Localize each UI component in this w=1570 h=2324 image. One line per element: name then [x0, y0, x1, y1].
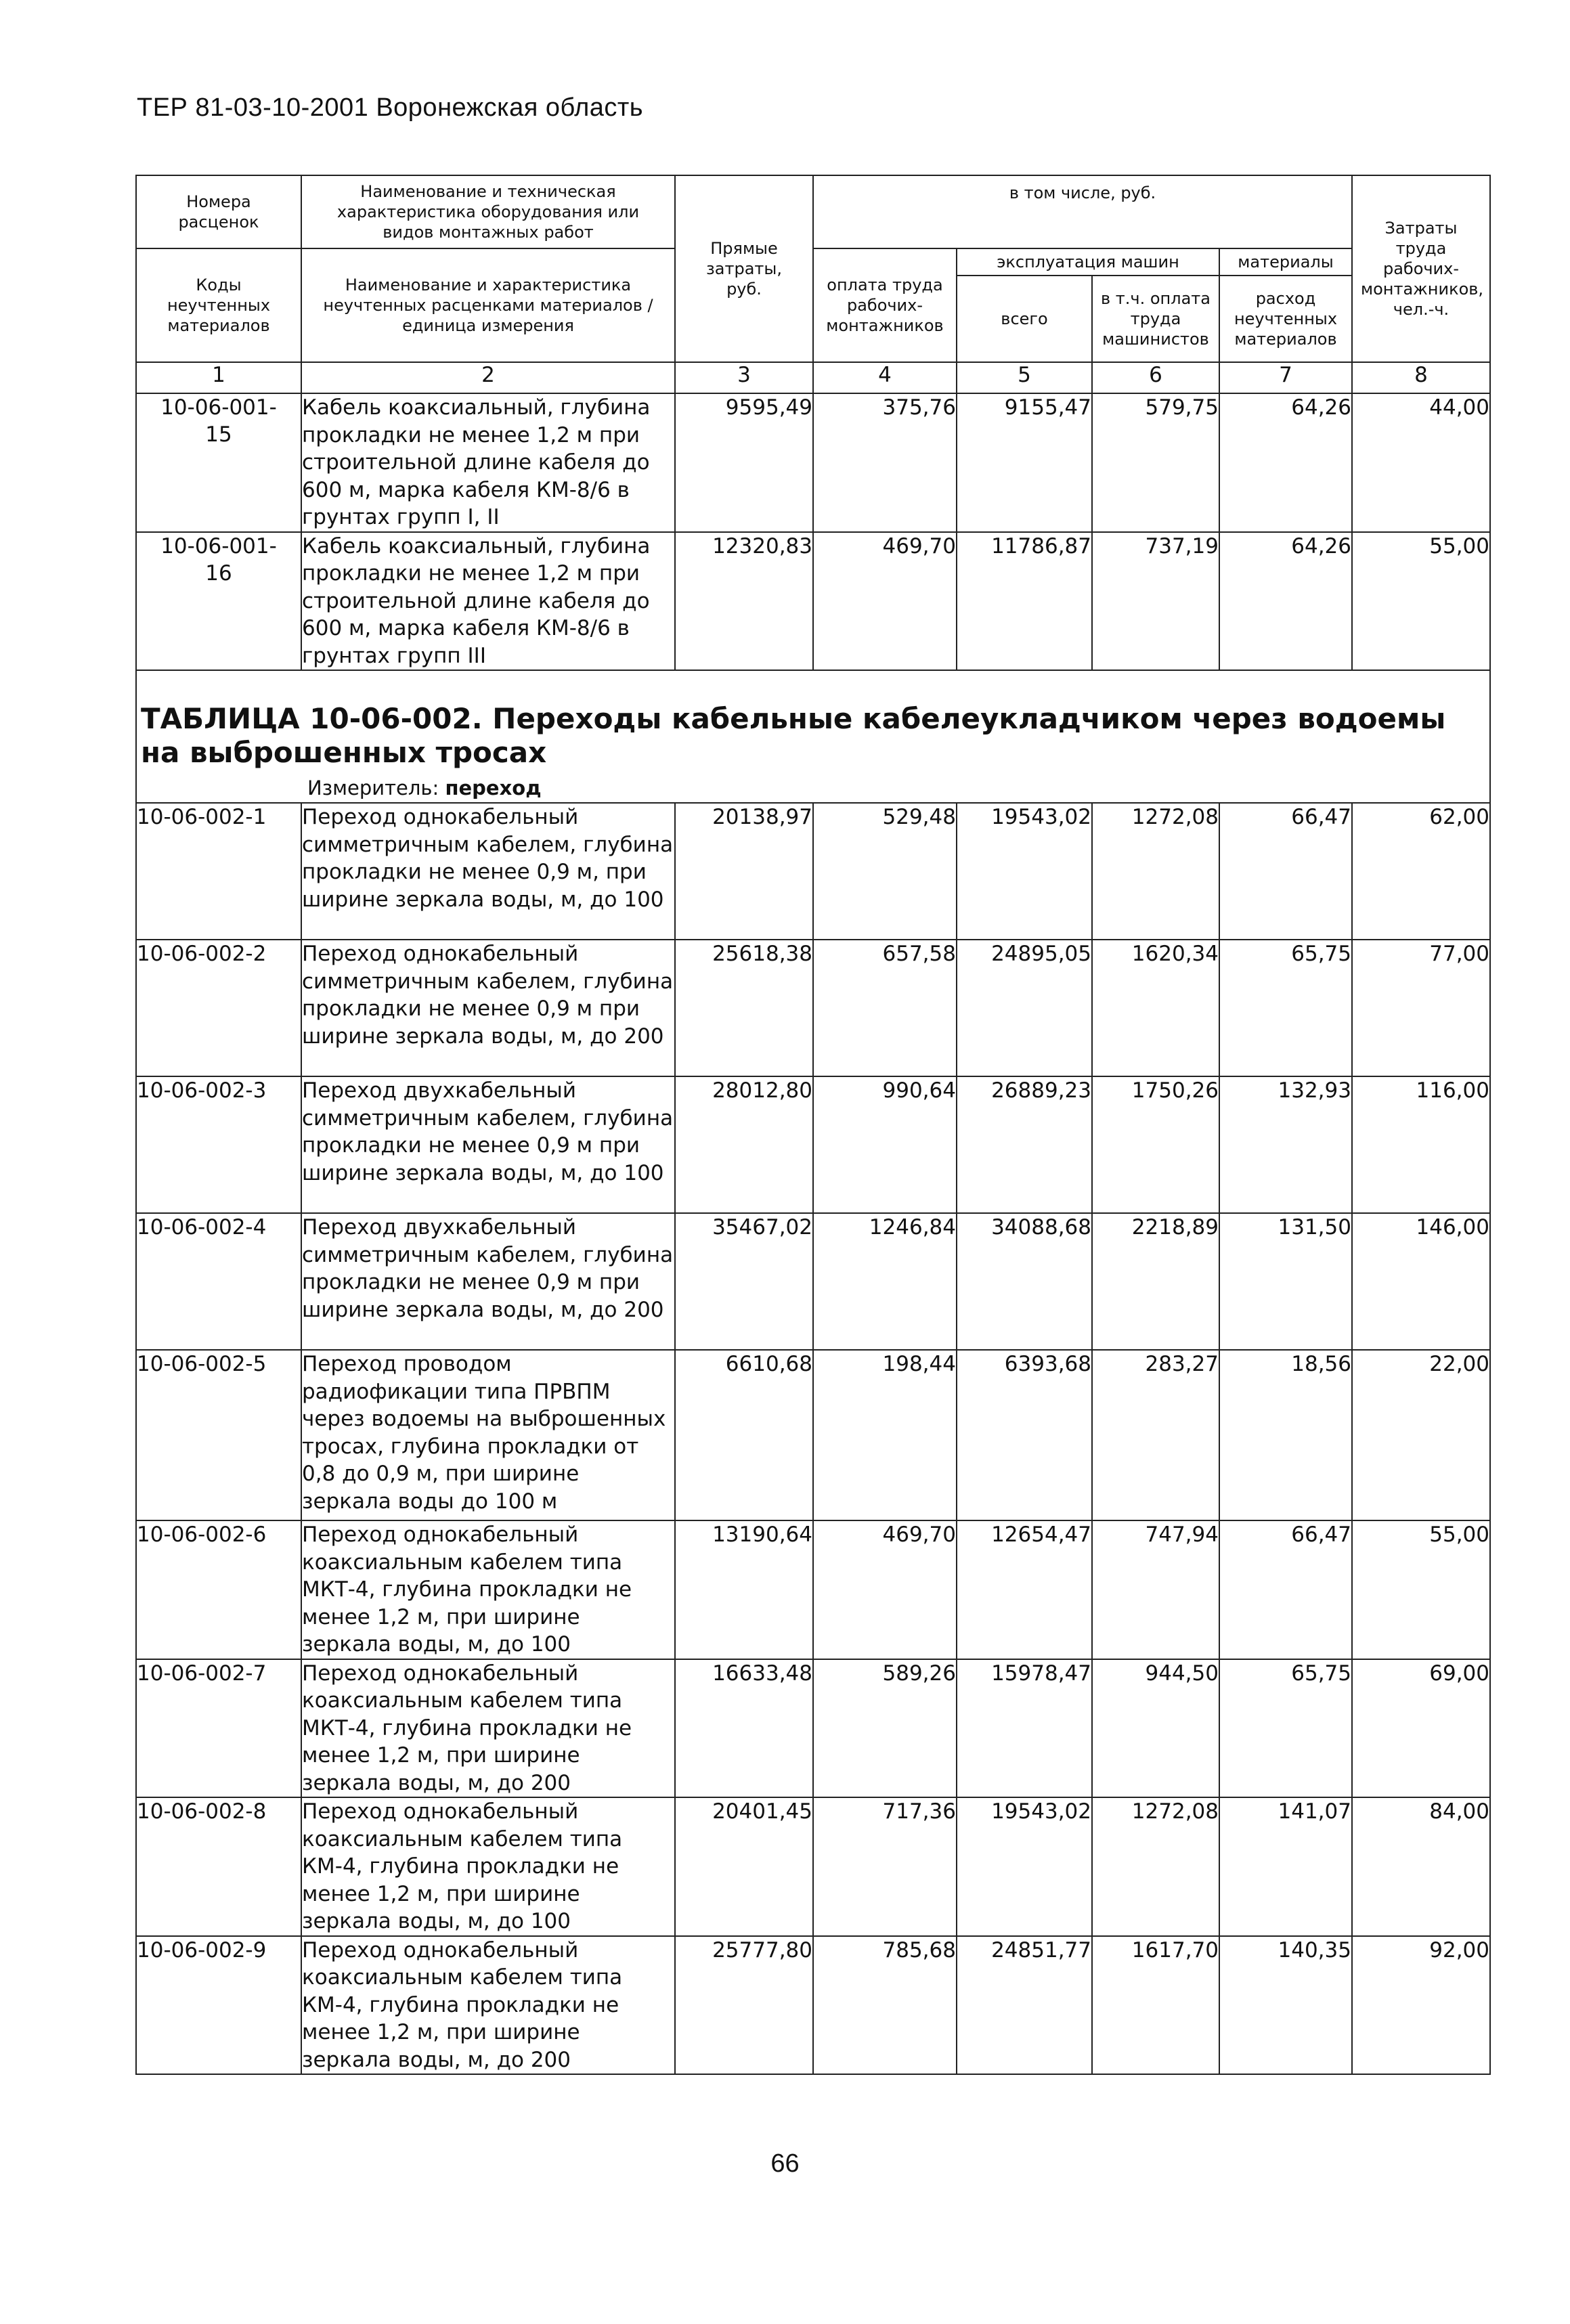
machines-total-value: 24851,77: [957, 1936, 1092, 2075]
direct-costs-value: 20401,45: [675, 1797, 813, 1936]
labor-hours-value: 84,00: [1352, 1797, 1490, 1936]
materials-value: 132,93: [1219, 1076, 1352, 1213]
machines-total-value: 34088,68: [957, 1213, 1092, 1350]
rate-description: Переход двухкабельный симметричным кабелем, глубина прокладки не менее 0,9 м при ширине зеркала воды, м, до 100: [301, 1076, 675, 1213]
machinist-pay-value: 737,19: [1092, 532, 1219, 671]
header-direct-costs: Прямые затраты, руб.: [675, 175, 813, 362]
direct-costs-value: 13190,64: [675, 1520, 813, 1659]
machinist-pay-value: 1617,70: [1092, 1936, 1219, 2075]
rate-code: 10-06-002-8: [136, 1797, 301, 1936]
table-row: [136, 1076, 1490, 1213]
labor-pay-value: 529,48: [813, 803, 957, 940]
header-material-name: Наименование и характеристика неучтенных расценками материалов / единица измерения: [301, 248, 675, 362]
machines-total-value: 24895,05: [957, 940, 1092, 1076]
direct-costs-value: 6610,68: [675, 1350, 813, 1520]
section-title-row: [136, 670, 1490, 770]
machines-total-value: 26889,23: [957, 1076, 1092, 1213]
table-row: [136, 940, 1490, 1076]
labor-hours-value: 77,00: [1352, 940, 1490, 1076]
materials-value: 140,35: [1219, 1936, 1352, 2075]
materials-value: 65,75: [1219, 1659, 1352, 1798]
machines-total-value: 11786,87: [957, 532, 1092, 671]
machinist-pay-value: 747,94: [1092, 1520, 1219, 1659]
materials-value: 65,75: [1219, 940, 1352, 1076]
table-row: [136, 1213, 1490, 1350]
labor-hours-value: 55,00: [1352, 1520, 1490, 1659]
labor-pay-value: 657,58: [813, 940, 957, 1076]
labor-pay-value: 375,76: [813, 393, 957, 532]
rate-code-part: 10-06-001-: [160, 533, 277, 558]
rate-code-part: 16: [205, 561, 232, 586]
measure-label: Измеритель:: [307, 776, 445, 799]
column-number: 6: [1092, 362, 1219, 393]
machines-total-value: 19543,02: [957, 803, 1092, 940]
column-number: 8: [1352, 362, 1490, 393]
rate-code: 10-06-002-1: [136, 803, 301, 940]
rate-code: 10-06-002-9: [136, 1936, 301, 2075]
column-number: 1: [136, 362, 301, 393]
direct-costs-value: 25777,80: [675, 1936, 813, 2075]
column-number: 3: [675, 362, 813, 393]
materials-value: 64,26: [1219, 532, 1352, 671]
header-labor-hours: Затраты труда рабочих-монтажников, чел.-ч.: [1352, 175, 1490, 362]
materials-value: 64,26: [1219, 393, 1352, 532]
labor-hours-value: 62,00: [1352, 803, 1490, 940]
column-number: 7: [1219, 362, 1352, 393]
column-number: 2: [301, 362, 675, 393]
rate-description: Кабель коаксиальный, глубина прокладки не менее 1,2 м при строительной длине кабеля до 600 м, марка кабеля КМ-8/6 в грунтах групп III: [301, 532, 675, 671]
table-title: ТАБЛИЦА 10-06-002. Переходы кабельные кабелеукладчиком через водоемы на выброшенных тросах: [141, 702, 1446, 769]
materials-value: 66,47: [1219, 803, 1352, 940]
rate-description: Переход двухкабельный симметричным кабелем, глубина прокладки не менее 0,9 м при ширине зеркала воды, м, до 200: [301, 1213, 675, 1350]
labor-hours-value: 22,00: [1352, 1350, 1490, 1520]
rate-code: 10-06-002-2: [136, 940, 301, 1076]
labor-pay-value: 990,64: [813, 1076, 957, 1213]
labor-pay-value: 469,70: [813, 1520, 957, 1659]
labor-hours-value: 116,00: [1352, 1076, 1490, 1213]
labor-pay-value: 198,44: [813, 1350, 957, 1520]
column-number: 4: [813, 362, 957, 393]
labor-hours-value: 92,00: [1352, 1936, 1490, 2075]
document-header: ТЕР 81-03-10-2001 Воронежская область: [137, 93, 644, 122]
header-materials: материалы: [1219, 248, 1352, 276]
header-unaccounted-materials: расход неучтенных материалов: [1219, 276, 1352, 362]
machinist-pay-value: 1272,08: [1092, 803, 1219, 940]
rate-description: Переход однокабельный коаксиальным кабелем типа МКТ-4, глубина прокладки не менее 1,2 м, при ширине зеркала воды, м, до 100: [301, 1520, 675, 1659]
header-rate-numbers: Номера расценок: [136, 175, 301, 248]
header-material-codes: Коды неучтенных материалов: [136, 248, 301, 362]
table-row: [136, 1520, 1490, 1659]
labor-pay-value: 589,26: [813, 1659, 957, 1798]
direct-costs-value: 20138,97: [675, 803, 813, 940]
table-row: [136, 1350, 1490, 1520]
direct-costs-value: 28012,80: [675, 1076, 813, 1213]
header-machinist-pay: в т.ч. оплата труда машинистов: [1092, 276, 1219, 362]
rate-description: Переход однокабельный коаксиальным кабелем типа КМ-4, глубина прокладки не менее 1,2 м, при ширине зеркала воды, м, до 100: [301, 1797, 675, 1936]
rate-code: [136, 532, 301, 671]
rate-description: Переход однокабельный коаксиальным кабелем типа МКТ-4, глубина прокладки не менее 1,2 м, при ширине зеркала воды, м, до 200: [301, 1659, 675, 1798]
machines-total-value: 12654,47: [957, 1520, 1092, 1659]
rate-code: 10-06-002-7: [136, 1659, 301, 1798]
rate-code: 10-06-002-4: [136, 1213, 301, 1350]
machinist-pay-value: 283,27: [1092, 1350, 1219, 1520]
labor-hours-value: 55,00: [1352, 532, 1490, 671]
rate-description: Переход однокабельный симметричным кабелем, глубина прокладки не менее 0,9 м при ширине зеркала воды, м, до 200: [301, 940, 675, 1076]
materials-value: 18,56: [1219, 1350, 1352, 1520]
machinist-pay-value: 2218,89: [1092, 1213, 1219, 1350]
table-row: [136, 1936, 1490, 2075]
header-labor-pay: оплата труда рабочих-монтажников: [813, 248, 957, 362]
table-row: [136, 803, 1490, 940]
rate-code-part: 15: [205, 422, 232, 447]
rates-table: [135, 175, 1491, 2075]
header-including: в том числе, руб.: [813, 175, 1352, 248]
materials-value: 141,07: [1219, 1797, 1352, 1936]
measure-value: переход: [445, 776, 542, 799]
direct-costs-value: 9595,49: [675, 393, 813, 532]
table-row: [136, 393, 1490, 532]
machinist-pay-value: 1620,34: [1092, 940, 1219, 1076]
labor-pay-value: 469,70: [813, 532, 957, 671]
rate-code-part: 10-06-001-: [160, 395, 277, 420]
rate-description: Переход однокабельный симметричным кабелем, глубина прокладки не менее 0,9 м, при ширине зеркала воды, м, до 100: [301, 803, 675, 940]
labor-pay-value: 1246,84: [813, 1213, 957, 1350]
header-machines-total: всего: [957, 276, 1092, 362]
rate-code: 10-06-002-6: [136, 1520, 301, 1659]
labor-pay-value: 717,36: [813, 1797, 957, 1936]
machines-total-value: 15978,47: [957, 1659, 1092, 1798]
machines-total-value: 9155,47: [957, 393, 1092, 532]
table-row: [136, 1659, 1490, 1798]
machinist-pay-value: 579,75: [1092, 393, 1219, 532]
rate-code: 10-06-002-3: [136, 1076, 301, 1213]
measure-row: [136, 770, 1490, 803]
direct-costs-value: 12320,83: [675, 532, 813, 671]
labor-hours-value: 69,00: [1352, 1659, 1490, 1798]
machines-total-value: 19543,02: [957, 1797, 1092, 1936]
rate-description: Переход однокабельный коаксиальным кабелем типа КМ-4, глубина прокладки не менее 1,2 м, при ширине зеркала воды, м, до 200: [301, 1936, 675, 2075]
column-numbers-row: [136, 362, 1490, 393]
rate-description: Кабель коаксиальный, глубина прокладки не менее 1,2 м при строительной длине кабеля до 600 м, марка кабеля КМ-8/6 в грунтах групп I, II: [301, 393, 675, 532]
direct-costs-value: 25618,38: [675, 940, 813, 1076]
table-head: [136, 175, 1490, 393]
rate-code: [136, 393, 301, 532]
rate-code: 10-06-002-5: [136, 1350, 301, 1520]
header-machines: эксплуатация машин: [957, 248, 1219, 276]
labor-hours-value: 146,00: [1352, 1213, 1490, 1350]
header-work-name: Наименование и техническая характеристика оборудования или видов монтажных работ: [301, 175, 675, 248]
direct-costs-value: 35467,02: [675, 1213, 813, 1350]
machinist-pay-value: 944,50: [1092, 1659, 1219, 1798]
measure-cell: [136, 770, 1490, 803]
rate-description: Переход проводом радиофикации типа ПРВПМ через водоемы на выброшенных тросах, глубина прокладки от 0,8 до 0,9 м, при ширине зеркала воды до 100 м: [301, 1350, 675, 1520]
table-row: [136, 1797, 1490, 1936]
direct-costs-value: 16633,48: [675, 1659, 813, 1798]
labor-pay-value: 785,68: [813, 1936, 957, 2075]
machinist-pay-value: 1272,08: [1092, 1797, 1219, 1936]
page-number: 66: [770, 2149, 800, 2178]
table-row: [136, 532, 1490, 671]
materials-value: 66,47: [1219, 1520, 1352, 1659]
column-number: 5: [957, 362, 1092, 393]
materials-value: 131,50: [1219, 1213, 1352, 1350]
machinist-pay-value: 1750,26: [1092, 1076, 1219, 1213]
section-title-cell: [136, 670, 1490, 770]
machines-total-value: 6393,68: [957, 1350, 1092, 1520]
labor-hours-value: 44,00: [1352, 393, 1490, 532]
